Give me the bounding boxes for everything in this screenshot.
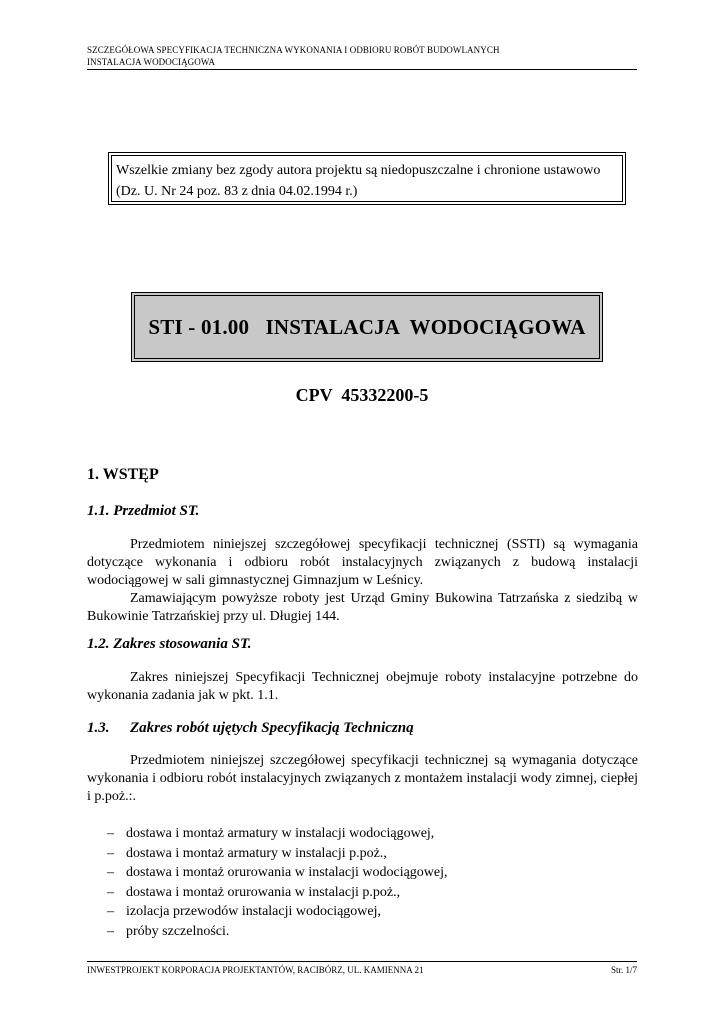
footer-company: INWESTPROJEKT KORPORACJA PROJEKTANTÓW, RACIBÓRZ, UL. KAMIENNA 21	[87, 965, 424, 975]
list-item	[107, 863, 627, 883]
paragraph: Przedmiotem niniejszej szczegółowej specyfikacji technicznej są wymagania dotyczące wykonania i odbioru robót instalacyjnych związanych z montażem instalacji wody zimnej, ciepłej i p.poż.:.	[87, 753, 638, 804]
bullet-dash: –	[107, 923, 114, 939]
list-item-text: dostawa i montaż orurowania w instalacji p.poż.,	[126, 884, 401, 900]
section-heading-1-1: 1.1. Przedmiot ST.	[87, 503, 200, 519]
section-heading-1-3	[87, 720, 414, 737]
list-item-text: próby szczelności.	[126, 923, 230, 939]
section-1-3-body	[87, 752, 638, 806]
list-item-text: dostawa i montaż orurowania w instalacji wodociągowej,	[126, 865, 448, 881]
paragraph: Zakres niniejszej Specyfikacji Technicznej obejmuje roboty instalacyjne potrzebne do wykonania zadania jak w pkt. 1.1.	[87, 670, 638, 703]
bullet-dash: –	[107, 845, 114, 861]
list-item-text: izolacja przewodów instalacji wodociągowej,	[126, 904, 382, 920]
bullet-dash: –	[107, 826, 114, 841]
scope-list	[107, 824, 627, 942]
page-number: Str. 1/7	[610, 965, 637, 975]
list-item	[107, 883, 627, 903]
notice-line-2: (Dz. U. Nr 24 poz. 83 z dnia 04.02.1994 r.)	[116, 184, 358, 199]
notice-line-1: Wszelkie zmiany bez zgody autora projektu są niedopuszczalne i chronione ustawowo	[116, 163, 601, 178]
list-item	[107, 922, 627, 942]
copyright-notice-inner	[111, 155, 623, 202]
bullet-dash: –	[107, 904, 114, 920]
paragraph: Przedmiotem niniejszej szczegółowej specyfikacji technicznej (SSTI) są wymagania dotyczące wykonania i odbioru robót instalacyjnych związanych z budową instalacji wodociągowej w sali gimnastycznej Gimnazjum w Leśnicy.	[87, 537, 638, 588]
title-box	[131, 292, 603, 362]
document-title: STI - 01.00 INSTALACJA WODOCIĄGOWA	[148, 314, 586, 339]
section-title: Zakres robót ujętych Specyfikacją Techniczną	[130, 720, 414, 736]
paragraph: Zamawiającym powyższe roboty jest Urząd Gminy Bukowina Tatrzańska z siedzibą w Bukowinie Tatrzańskiej przy ul. Długiej 144.	[87, 591, 638, 624]
title-box-inner	[134, 295, 600, 359]
section-1-2-body	[87, 669, 638, 705]
section-1-1-body	[87, 536, 638, 626]
list-item-text: dostawa i montaż armatury w instalacji p.poż.,	[126, 845, 387, 861]
bullet-dash: –	[107, 884, 114, 900]
list-item	[107, 844, 627, 864]
list-item-text: dostawa i montaż armatury w instalacji wodociągowej,	[126, 826, 435, 841]
section-heading-1-2: 1.2. Zakres stosowania ST.	[87, 636, 252, 652]
page-footer	[87, 961, 637, 975]
section-heading-1: 1. WSTĘP	[87, 466, 159, 483]
page-header	[87, 44, 637, 70]
list-item	[107, 824, 627, 844]
header-line-2: INSTALACJA WODOCIĄGOWA	[87, 57, 216, 67]
cpv-code: CPV 45332200-5	[295, 385, 429, 405]
bullet-dash: –	[107, 865, 114, 881]
header-line-1: SZCZEGÓŁOWA SPECYFIKACJA TECHNICZNA WYKONANIA I ODBIORU ROBÓT BUDOWLANYCH	[87, 45, 500, 55]
copyright-notice-box	[108, 152, 626, 205]
section-number: 1.3.	[87, 720, 110, 736]
list-item	[107, 902, 627, 922]
